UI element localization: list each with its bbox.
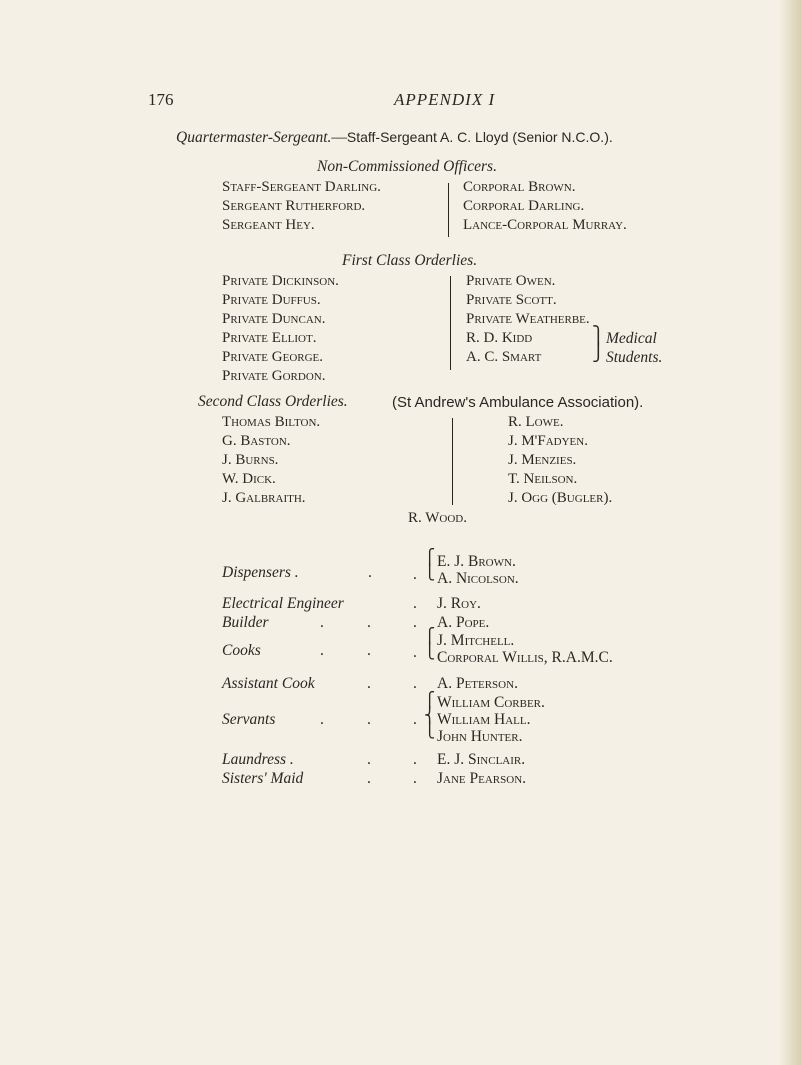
list-item: Staff-Sergeant Darling.	[222, 179, 381, 195]
list-item: Sergeant Rutherford.	[222, 198, 366, 214]
leader-dots: .	[413, 770, 417, 787]
leader-dots: .	[367, 751, 371, 768]
cook-name: Corporal Willis, R.A.M.C.	[437, 649, 613, 666]
list-item: W. Dick.	[222, 471, 276, 487]
second-class-right-list	[508, 413, 612, 508]
leader-dots: .	[413, 751, 417, 768]
quartermaster-line	[176, 128, 613, 147]
list-item: Corporal Darling.	[463, 198, 585, 214]
leader-dots: .	[367, 711, 371, 728]
engineer-name: J. Roy.	[437, 595, 481, 612]
laundress-name: E. J. Sinclair.	[437, 751, 526, 768]
list-item: Sergeant Hey.	[222, 217, 315, 233]
brace-top-icon: ⎧	[424, 693, 436, 709]
list-item: Private Gordon.	[222, 368, 326, 384]
leader-dots: .	[367, 614, 371, 631]
nco-left-list	[222, 178, 381, 235]
dispensers-label: Dispensers .	[222, 564, 299, 581]
engineer-label: Electrical Engineer	[222, 595, 344, 612]
leader-dots: .	[413, 711, 417, 728]
list-item: Private George.	[222, 349, 324, 365]
laundress-label: Laundress .	[222, 751, 294, 768]
leader-dots: .	[413, 614, 417, 631]
builder-name: A. Pope.	[437, 614, 490, 631]
second-class-left-list	[222, 413, 320, 508]
list-item: J. Ogg (Bugler).	[508, 490, 613, 506]
list-item: Corporal Brown.	[463, 179, 576, 195]
list-item: Private Scott.	[466, 292, 557, 308]
leader-dots: .	[367, 770, 371, 787]
list-item: R. Lowe.	[508, 414, 564, 430]
leader-dots: .	[320, 614, 324, 631]
list-item: A. C. Smart	[466, 349, 542, 365]
list-item: Private Owen.	[466, 273, 556, 289]
sisters-maid-label: Sisters' Maid	[222, 770, 304, 787]
dispenser-name: A. Nicolson.	[437, 570, 519, 587]
page-edge-shadow	[779, 0, 801, 1065]
first-class-left-list	[222, 272, 339, 386]
list-item: T. Neilson.	[508, 471, 578, 487]
list-item: J. Galbraith.	[222, 490, 306, 506]
servant-name: John Hunter.	[437, 728, 523, 745]
list-item: Lance-Corporal Murray.	[463, 217, 627, 233]
students-label-2: Students.	[606, 349, 663, 366]
leader-dots: .	[413, 675, 417, 692]
column-divider	[452, 418, 453, 505]
list-item: Thomas Bilton.	[222, 414, 321, 430]
brace-top-icon: ⎧	[424, 550, 436, 566]
students-label-1: Medical	[606, 330, 657, 347]
sisters-maid-name: Jane Pearson.	[437, 770, 527, 787]
leader-dots: .	[320, 642, 324, 659]
list-item: Private Weatherbe.	[466, 311, 590, 327]
first-class-heading: First Class Orderlies.	[342, 252, 478, 269]
association-label: (St Andrew's Ambulance Association).	[392, 394, 644, 411]
second-class-center: R. Wood.	[408, 510, 467, 526]
nco-right-list	[463, 178, 627, 235]
leader-dots: .	[413, 644, 417, 661]
cook-name: J. Mitchell.	[437, 632, 515, 649]
list-item: R. D. Kidd	[466, 330, 533, 346]
leader-dots: .	[367, 642, 371, 659]
column-divider	[448, 183, 449, 237]
list-item: Private Duffus.	[222, 292, 321, 308]
second-class-heading: Second Class Orderlies.	[198, 393, 348, 410]
list-item: Private Elliot.	[222, 330, 317, 346]
leader-dots: .	[413, 566, 417, 583]
assistant-cook-name: A. Peterson.	[437, 675, 518, 692]
list-item: G. Baston.	[222, 433, 291, 449]
cooks-label: Cooks	[222, 642, 261, 659]
list-item: J. M'Fadyen.	[508, 433, 588, 449]
list-item: Private Dickinson.	[222, 273, 339, 289]
leader-dots: .	[413, 595, 417, 612]
first-class-right-list	[466, 272, 590, 367]
brace-bottom-icon: ⎩	[424, 565, 436, 581]
assistant-cook-label: Assistant Cook	[222, 675, 315, 692]
brace-bottom-icon: ⎭	[592, 343, 605, 362]
leader-dots: .	[367, 675, 371, 692]
brace-middle-icon: ⎨	[424, 708, 436, 724]
brace-top-icon: ⎧	[424, 629, 436, 645]
column-divider	[450, 276, 451, 370]
brace-bottom-icon: ⎩	[424, 723, 436, 739]
list-item: Private Duncan.	[222, 311, 326, 327]
nco-heading: Non-Commissioned Officers.	[317, 158, 497, 175]
dispenser-name: E. J. Brown.	[437, 553, 516, 570]
leader-dots: .	[320, 711, 324, 728]
quartermaster-role: Quartermaster-Sergeant.	[176, 129, 332, 146]
running-title: APPENDIX I	[394, 90, 496, 109]
servants-label: Servants	[222, 711, 276, 728]
brace-bottom-icon: ⎩	[424, 644, 436, 660]
servant-name: William Corber.	[437, 694, 545, 711]
builder-label: Builder	[222, 614, 269, 631]
leader-dots: .	[368, 564, 372, 581]
quartermaster-dash: —	[331, 129, 347, 146]
brace-top-icon: ⎫	[592, 326, 605, 345]
quartermaster-name: Staff-Sergeant A. C. Lloyd (Senior N.C.O.).	[346, 129, 613, 145]
page-number: 176	[148, 90, 174, 109]
list-item: J. Burns.	[222, 452, 279, 468]
list-item: J. Menzies.	[508, 452, 577, 468]
servant-name: William Hall.	[437, 711, 531, 728]
